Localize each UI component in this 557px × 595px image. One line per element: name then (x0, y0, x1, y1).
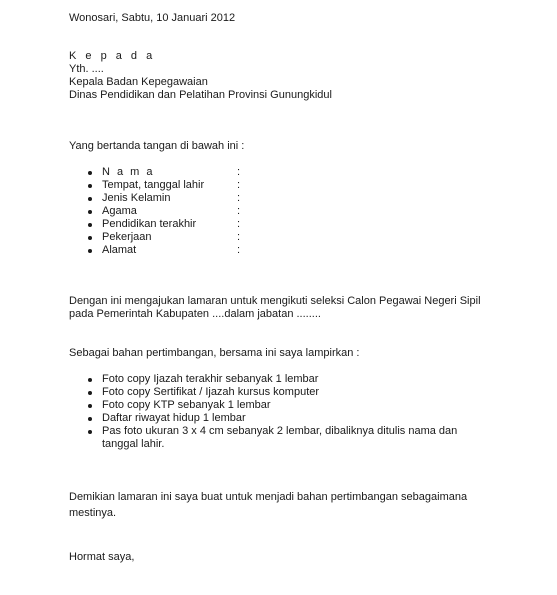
recipient-yth: Yth. .... (69, 63, 104, 75)
signoff: Hormat saya, (69, 551, 135, 563)
attachment-item-text: Foto copy Sertifikat / Ijazah kursus komputer (102, 386, 320, 398)
bullet-icon (88, 430, 92, 434)
attachment-item-text: Daftar riwayat hidup 1 lembar (102, 412, 246, 424)
application-line-1: Dengan ini mengajukan lamaran untuk mengikuti seleksi Calon Pegawai Negeri Sipil (69, 295, 481, 307)
bullet-icon (88, 171, 92, 175)
recipient-line-1: Kepala Badan Kepegawaian (69, 76, 208, 88)
identity-field-label: Pendidikan terakhir (102, 218, 197, 230)
attachment-item-continuation: tanggal lahir. (102, 438, 165, 450)
identity-field-colon: : (237, 205, 241, 217)
identity-field-colon: : (237, 166, 241, 178)
bullet-icon (88, 223, 92, 227)
closing-line-1: Demikian lamaran ini saya buat untuk menjadi bahan pertimbangan sebagaimana (69, 491, 468, 503)
bullet-icon (88, 404, 92, 408)
intro-text: Yang bertanda tangan di bawah ini : (69, 140, 245, 152)
bullet-icon (88, 417, 92, 421)
place-date: Wonosari, Sabtu, 10 Januari 2012 (69, 12, 236, 24)
identity-field-label: Jenis Kelamin (102, 192, 171, 204)
identity-field-colon: : (237, 244, 241, 256)
attachment-item-text: Foto copy KTP sebanyak 1 lembar (102, 399, 271, 411)
bullet-icon (88, 184, 92, 188)
recipient-kepada: K e p a d a (69, 50, 156, 62)
identity-field-label: N a m a (102, 166, 155, 178)
bullet-icon (88, 249, 92, 253)
identity-field-colon: : (237, 218, 241, 230)
identity-field-label: Tempat, tanggal lahir (102, 179, 205, 191)
identity-field-label: Pekerjaan (102, 231, 152, 243)
bullet-icon (88, 210, 92, 214)
recipient-line-2: Dinas Pendidikan dan Pelatihan Provinsi Gunungkidul (69, 89, 332, 101)
bullet-icon (88, 197, 92, 201)
identity-field-label: Agama (102, 205, 137, 217)
bullet-icon (88, 378, 92, 382)
identity-field-label: Alamat (102, 244, 137, 256)
attachments-intro: Sebagai bahan pertimbangan, bersama ini saya lampirkan : (69, 347, 360, 359)
identity-field-colon: : (237, 179, 241, 191)
identity-field-colon: : (237, 192, 241, 204)
identity-field-colon: : (237, 231, 241, 243)
attachment-item-text: Pas foto ukuran 3 x 4 cm sebanyak 2 lembar, dibaliknya ditulis nama dan (102, 425, 458, 437)
closing-line-2: mestinya. (69, 507, 117, 519)
attachment-item-text: Foto copy Ijazah terakhir sebanyak 1 lembar (102, 373, 319, 385)
bullet-icon (88, 391, 92, 395)
application-line-2: pada Pemerintah Kabupaten ....dalam jabatan ........ (69, 308, 321, 320)
bullet-icon (88, 236, 92, 240)
